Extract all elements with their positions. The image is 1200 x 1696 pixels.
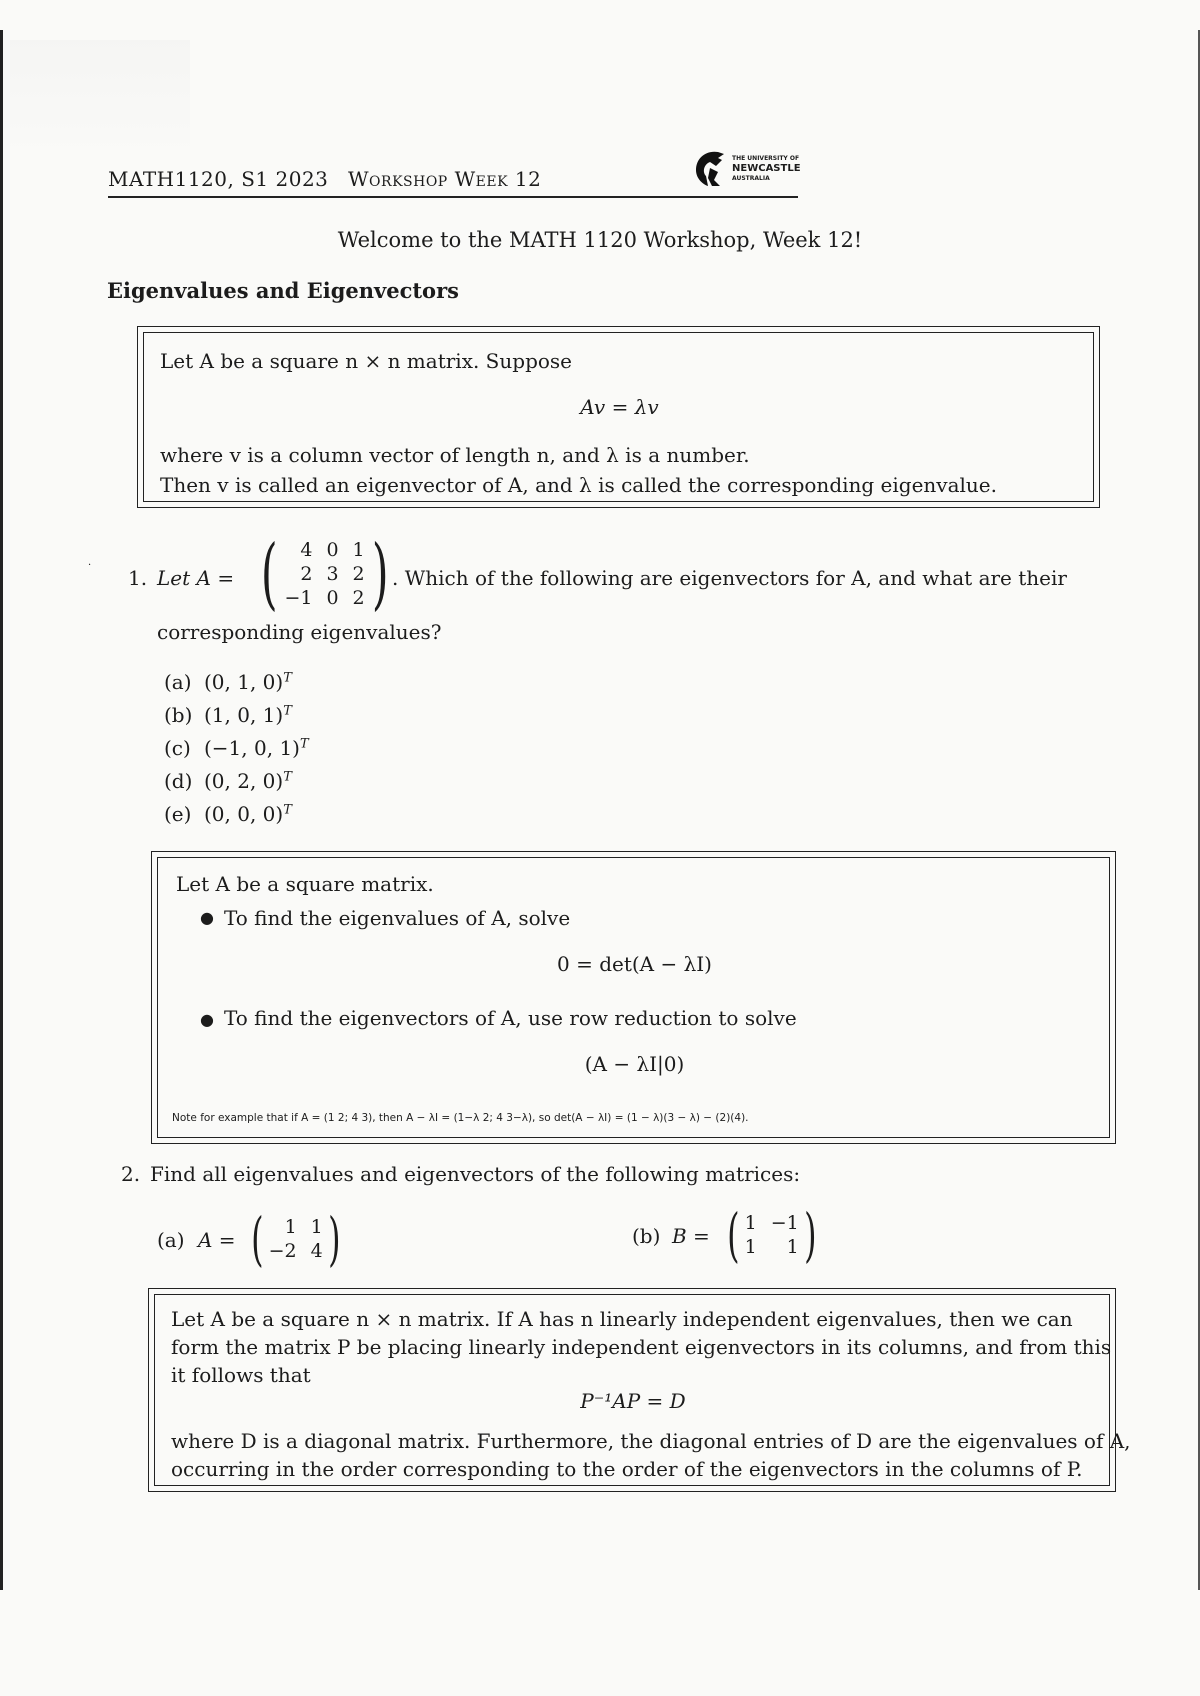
matrix-a-3x3 xyxy=(254,529,395,619)
eigen-equation: Av = λv xyxy=(580,395,659,419)
diagonalisation-box xyxy=(148,1288,1131,1492)
matrix-entry: 1 xyxy=(786,1236,799,1258)
method-bullet-1: To find the eigenvalues of A, solve xyxy=(224,906,571,930)
question-1-lead: Let A = xyxy=(157,566,235,590)
matrix-entry: 2 xyxy=(352,587,365,609)
university-logo xyxy=(688,146,801,190)
transpose-mark: T xyxy=(283,769,292,785)
option-item xyxy=(164,670,292,694)
matrix-entry: −1 xyxy=(284,587,313,609)
option-vector: (0, 1, 0) xyxy=(204,670,284,694)
matrix-entry: 1 xyxy=(352,539,365,561)
question-1-text: . Which of the following are eigenvectors for A, and what are their xyxy=(392,566,1067,590)
matrix-entry: 4 xyxy=(310,1240,323,1262)
question-1-number: 1. xyxy=(128,566,148,590)
option-vector: (−1, 0, 1) xyxy=(204,736,300,760)
question-2-number: 2. xyxy=(121,1162,141,1186)
scan-dot: · xyxy=(88,560,92,571)
option-vector: (0, 0, 0) xyxy=(204,802,284,826)
option-item xyxy=(164,703,292,727)
option-vector: (1, 0, 1) xyxy=(204,703,284,727)
definition-intro: Let A be a square n × n matrix. Suppose xyxy=(160,349,573,373)
diag-line-2: form the matrix P be placing linearly independent eigenvectors in its columns, and from this xyxy=(171,1335,1112,1359)
question-2-text: Find all eigenvalues and eigenvectors of the following matrices: xyxy=(150,1162,801,1186)
option-label: (c) xyxy=(164,736,191,760)
matrix-entry: 4 xyxy=(300,539,313,561)
augmented-system: (A − λI|0) xyxy=(584,1052,685,1076)
horse-crest-icon xyxy=(688,146,732,190)
left-paren: ( xyxy=(260,529,278,619)
matrix-a-2x2-entries xyxy=(269,1216,323,1262)
bullet-icon: ● xyxy=(200,908,214,927)
diag-line-4: where D is a diagonal matrix. Furthermore, the diagonal entries of D are the eigenvalues of A, xyxy=(171,1429,1131,1453)
matrix-entry: 0 xyxy=(326,587,339,609)
option-label: (a) xyxy=(164,670,192,694)
matrix-entry: 1 xyxy=(744,1236,757,1258)
page-header xyxy=(108,155,801,198)
matrix-entry: −1 xyxy=(770,1212,799,1234)
characteristic-equation: 0 = det(A − λI) xyxy=(557,952,712,976)
course-code: MATH1120, S1 2023 xyxy=(108,167,329,191)
definition-box xyxy=(137,326,1100,508)
question-1-continuation: corresponding eigenvalues? xyxy=(157,620,442,644)
matrix-entry: 1 xyxy=(310,1216,323,1238)
example-note: Note for example that if A = (1 2; 4 3), then A − λI = (1−λ 2; 4 3−λ), so det(A − λI) = (1 − λ)(3 − λ) − (2)(4). xyxy=(172,1112,749,1124)
option-item xyxy=(164,802,292,826)
option-vector: (0, 2, 0) xyxy=(204,769,284,793)
welcome-line: Welcome to the MATH 1120 Workshop, Week 12! xyxy=(337,228,863,252)
bullet-icon: ● xyxy=(200,1010,214,1029)
definition-line-3: Then v is called an eigenvector of A, and λ is called the corresponding eigenvalue. xyxy=(160,473,998,497)
logo-bottom-text: AUSTRALIA xyxy=(732,175,770,182)
right-paren: ) xyxy=(371,529,389,619)
logo-main-text: NEWCASTLE xyxy=(732,163,801,174)
option-label: (b) xyxy=(164,703,193,727)
diag-line-1: Let A be a square n × n matrix. If A has n linearly independent eigenvalues, then we can xyxy=(171,1307,1073,1331)
diagonalisation-equation: P⁻¹AP = D xyxy=(580,1389,686,1413)
option-label: (d) xyxy=(164,769,193,793)
definition-line-2: where v is a column vector of length n, and λ is a number. xyxy=(160,443,750,467)
diag-line-5: occurring in the order corresponding to the order of the eigenvectors in the columns of P. xyxy=(171,1457,1083,1481)
method-box-inner-border xyxy=(157,857,1110,1138)
matrix-entry: 2 xyxy=(352,563,365,585)
matrix-entry: 1 xyxy=(284,1216,297,1238)
matrix-a-2x2 xyxy=(246,1205,345,1273)
method-intro: Let A be a square matrix. xyxy=(176,872,434,896)
scan-edge-left xyxy=(0,30,3,1590)
option-item xyxy=(164,769,292,793)
transpose-mark: T xyxy=(283,670,292,686)
option-label: (e) xyxy=(164,802,192,826)
matrix-entry: 0 xyxy=(326,539,339,561)
transpose-mark: T xyxy=(283,802,292,818)
diag-line-3: it follows that xyxy=(171,1363,311,1387)
scan-bleed-through xyxy=(10,40,190,160)
method-bullet-2: To find the eigenvectors of A, use row reduction to solve xyxy=(224,1006,797,1030)
question-2b-label: (b) xyxy=(632,1224,661,1248)
logo-top-text: THE UNIVERSITY OF xyxy=(732,155,800,162)
matrix-entry: 3 xyxy=(326,563,339,585)
transpose-mark: T xyxy=(299,736,309,752)
question-2a-lead: A = xyxy=(198,1228,236,1252)
matrix-b-2x2-entries xyxy=(745,1212,799,1258)
matrix-entry: 2 xyxy=(300,563,313,585)
right-paren: ) xyxy=(327,1205,341,1273)
matrix-entry: −2 xyxy=(268,1240,297,1262)
question-2b-lead: B = xyxy=(672,1224,710,1248)
left-paren: ( xyxy=(727,1201,740,1269)
section-title: Eigenvalues and Eigenvectors xyxy=(107,278,459,303)
left-paren: ( xyxy=(251,1205,264,1273)
matrix-entry: 1 xyxy=(744,1212,757,1234)
right-paren: ) xyxy=(803,1201,817,1269)
method-box xyxy=(151,851,1116,1144)
logo-wordmark xyxy=(732,154,801,184)
question-2a-label: (a) xyxy=(157,1228,185,1252)
matrix-a-entries xyxy=(284,539,364,609)
transpose-mark: T xyxy=(283,703,292,719)
matrix-b-2x2 xyxy=(722,1201,821,1269)
option-item xyxy=(164,736,309,760)
workshop-title: Workshop Week 12 xyxy=(348,167,542,191)
